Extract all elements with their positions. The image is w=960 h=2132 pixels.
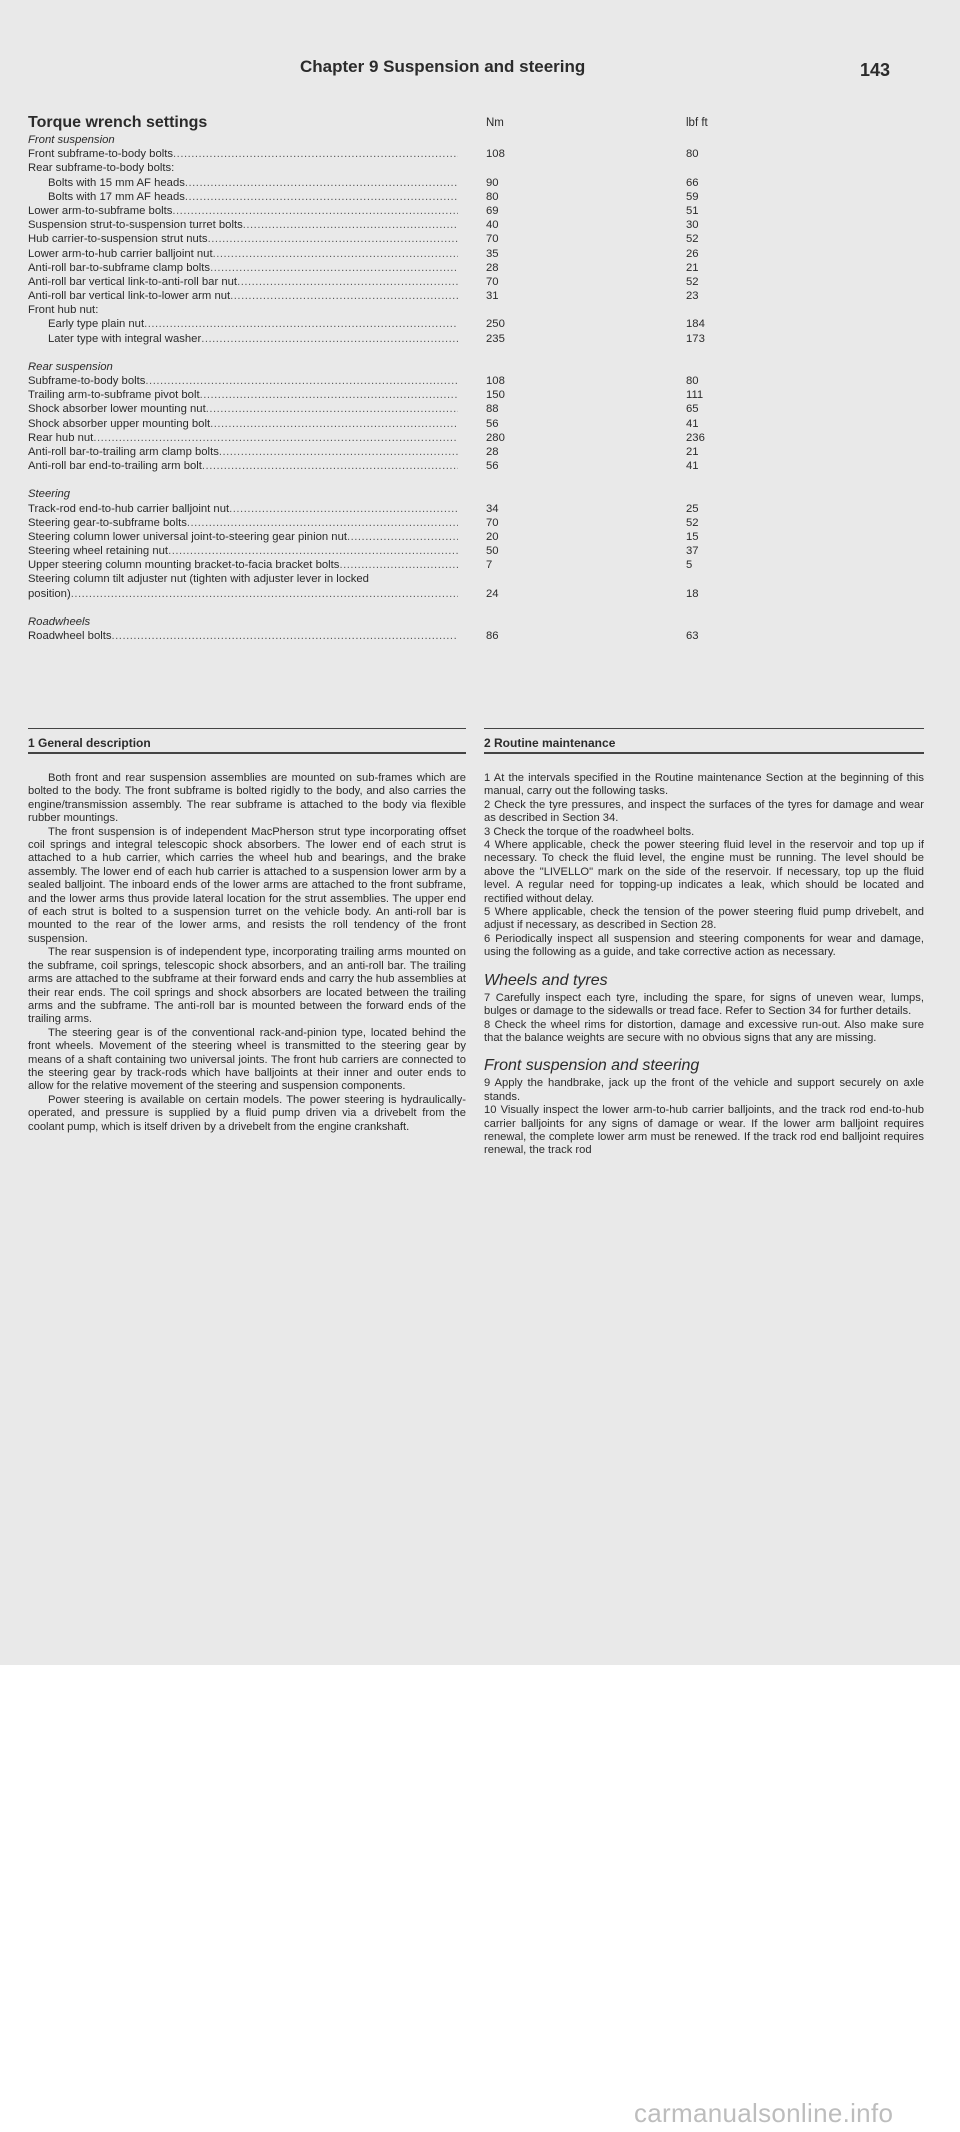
torque-row: [0, 204, 960, 218]
torque-label: Bolts with 15 mm AF heads .....: [48, 176, 458, 190]
torque-group-heading: [0, 615, 960, 629]
torque-value-lbf: 52: [686, 275, 699, 288]
torque-label: Hub carrier-to-suspension strut nuts .....: [28, 232, 458, 246]
torque-label: Steering gear-to-subframe bolts .....: [28, 516, 458, 530]
group-name: Rear suspension: [28, 360, 113, 373]
torque-row: [0, 161, 960, 175]
spacer: [0, 601, 960, 615]
torque-value-nm: 70: [486, 233, 499, 246]
torque-label: Subframe-to-body bolts .....: [28, 374, 458, 388]
torque-value-nm: 35: [486, 247, 499, 260]
torque-label: Lower arm-to-hub carrier balljoint nut .....: [28, 247, 458, 261]
torque-row: [0, 417, 960, 431]
torque-label: position) .....: [28, 587, 458, 601]
torque-label: Shock absorber upper mounting bolt .....: [28, 417, 458, 431]
paragraph: Both front and rear suspension assemblies are mounted on sub-frames which are bolted to the body. The front subframe is bolted rigidly to the body, and also carries the engine/transmission assembly. The rear subframe is attached to the body via flexible rubber mountings.: [28, 772, 466, 825]
torque-value-nm: 69: [486, 204, 499, 217]
torque-value-nm: 250: [486, 318, 505, 331]
torque-value-nm: 40: [486, 219, 499, 232]
section-general-description: [28, 728, 466, 1134]
torque-value-nm: 56: [486, 460, 499, 473]
torque-row: [0, 558, 960, 572]
torque-value-nm: 280: [486, 431, 505, 444]
torque-value-nm: 86: [486, 630, 499, 642]
torque-group-heading: [0, 133, 960, 147]
torque-row: [0, 530, 960, 544]
paragraph: The steering gear is of the conventional rack-and-pinion type, located behind the front wheels. Movement of the steering wheel is transmitted to the steering gear by means of a shaft containing two universal joints. The front hub carriers are connected to the steering gear by track-rods which have balljoints at their inner and outer ends to allow for the relative movement of the steering and suspension components.: [28, 1026, 466, 1093]
torque-row: [0, 402, 960, 416]
torque-value-lbf: 23: [686, 290, 699, 303]
torque-label: Anti-roll bar-to-subframe clamp bolts .....: [28, 261, 458, 275]
torque-row: [0, 176, 960, 190]
section-routine-maintenance: [484, 728, 924, 1158]
torque-label: Upper steering column mounting bracket-to-facia bracket bolts .....: [28, 558, 458, 572]
torque-value-lbf: 184: [686, 318, 705, 331]
torque-label: Front subframe-to-body bolts .....: [28, 147, 458, 161]
torque-label: Anti-roll bar-to-trailing arm clamp bolts .....: [28, 445, 458, 459]
torque-value-nm: 70: [486, 275, 499, 288]
torque-value-lbf: 65: [686, 403, 699, 416]
torque-row: [0, 303, 960, 317]
torque-value-nm: 108: [486, 148, 505, 161]
torque-value-lbf: 52: [686, 233, 699, 246]
torque-row: [0, 502, 960, 516]
paragraph: The rear suspension is of independent type, incorporating trailing arms mounted on the subframe, coil springs, telescopic shock absorbers, and an anti-roll bar. The trailing arms are attached to the subframe at their forward ends and carry the hub assemblies at their rear ends. The coil springs and shock absorbers are located between the trailing arms and the subframe. The anti-roll bar is mounted between the forward ends of the trailing arms.: [28, 946, 466, 1026]
group-name: Steering: [28, 488, 71, 501]
torque-row: [0, 572, 960, 586]
torque-label: Anti-roll bar vertical link-to-anti-roll bar nut .....: [28, 275, 458, 289]
torque-value-nm: 90: [486, 176, 499, 189]
torque-value-nm: 28: [486, 261, 499, 274]
torque-value-nm: 150: [486, 389, 505, 402]
section-heading: 2 Routine maintenance: [484, 736, 616, 750]
torque-value-lbf: 15: [686, 530, 699, 543]
torque-label: Rear hub nut .....: [28, 431, 458, 445]
torque-value-nm: 88: [486, 403, 499, 416]
paragraph: 7 Carefully inspect each tyre, including the spare, for signs of uneven wear, lumps, bulges or damage to the sidewalls or tread face. Refer to Section 34 for further details.: [484, 991, 924, 1018]
torque-row: [0, 629, 960, 643]
torque-row: [0, 147, 960, 161]
torque-value-nm: 70: [486, 516, 499, 529]
torque-row: [0, 459, 960, 473]
torque-value-lbf: 111: [686, 389, 704, 402]
torque-row: [0, 544, 960, 558]
column-header-nm: Nm: [486, 117, 504, 129]
torque-row: [0, 388, 960, 402]
torque-label: Steering column lower universal joint-to-steering gear pinion nut .....: [28, 530, 458, 544]
torque-value-lbf: 41: [686, 417, 699, 430]
paragraph: 8 Check the wheel rims for distortion, damage and excessive run-out. Also make sure that the balance weights are secure with no obvious signs that any are missing.: [484, 1018, 924, 1044]
paragraph: 3 Check the torque of the roadwheel bolts.: [484, 825, 695, 838]
torque-label: Lower arm-to-subframe bolts .....: [28, 204, 458, 218]
column-header-lbf: lbf ft: [686, 117, 708, 129]
torque-label: Roadwheel bolts .....: [28, 629, 458, 643]
torque-value-nm: 28: [486, 445, 499, 458]
torque-label: Steering wheel retaining nut .....: [28, 544, 458, 558]
group-name: Front suspension: [28, 134, 115, 146]
torque-label: Bolts with 17 mm AF heads .....: [48, 190, 458, 204]
torque-label: Steering column tilt adjuster nut (tighten with adjuster lever in locked: [28, 573, 369, 586]
torque-value-lbf: 30: [686, 219, 699, 232]
torque-value-lbf: 26: [686, 247, 699, 260]
torque-value-lbf: 66: [686, 176, 699, 189]
torque-row: [0, 374, 960, 388]
torque-value-nm: 20: [486, 530, 499, 543]
torque-value-nm: 80: [486, 190, 499, 203]
torque-row: [0, 247, 960, 261]
torque-value-lbf: 21: [686, 261, 699, 274]
torque-row: [0, 587, 960, 601]
torque-value-lbf: 41: [686, 460, 699, 473]
torque-label: Anti-roll bar end-to-trailing arm bolt .....: [28, 459, 458, 473]
torque-value-lbf: 173: [686, 332, 705, 345]
divider: [28, 728, 466, 729]
torque-value-nm: 50: [486, 545, 499, 558]
torque-row: [0, 431, 960, 445]
torque-label: Anti-roll bar vertical link-to-lower arm nut .....: [28, 289, 458, 303]
torque-label: Trailing arm-to-subframe pivot bolt .....: [28, 388, 458, 402]
torque-value-nm: 34: [486, 502, 499, 515]
torque-value-nm: 56: [486, 417, 499, 430]
torque-label: Front hub nut:: [28, 304, 99, 317]
torque-value-nm: 24: [486, 587, 499, 600]
paragraph: The front suspension is of independent MacPherson strut type incorporating offset coil springs and integral telescopic shock absorbers. The lower end of each strut is attached to a hub carrier, which carries the wheel hub and bearings, and the brake assembly. The lower end of each hub carrier is attached to a suspension lower arm by a sealed balljoint. The inboard ends of the lower arms are attached to the front subframe, and the lower arms thus provide lateral location for the strut assemblies. The upper end of each strut is bolted to a suspension turret on the vehicle body. An anti-roll bar is mounted to the rear of the lower arms, and resists the roll tendency of the front suspension.: [28, 825, 466, 945]
torque-value-nm: 7: [486, 559, 493, 572]
paragraph: 10 Visually inspect the lower arm-to-hub carrier balljoints, and the track rod end-to-hub carrier balljoints for any signs of damage or wear. If the lower arm balljoint requires renewal, the complete lower arm must be renewed. If the track rod end balljoint requires renewal, the track rod: [484, 1104, 924, 1157]
torque-value-lbf: 21: [686, 445, 699, 458]
paragraph: 2 Check the tyre pressures, and inspect the surfaces of the tyres for damage and wear as described in Section 34.: [484, 798, 924, 825]
paragraph: Power steering is available on certain models. The power steering is hydraulically-operated, and pressure is supplied by a fluid pump driven via a drivebelt from the coolant pump, which is itself driven by a drivebelt from the engine crankshaft.: [28, 1093, 466, 1133]
torque-value-lbf: 37: [686, 545, 699, 558]
spacer: [0, 473, 960, 487]
torque-value-lbf: 18: [686, 587, 699, 600]
paragraph: 5 Where applicable, check the tension of the power steering fluid pump drivebelt, and adjust if necessary, as described in Section 28.: [484, 906, 924, 932]
torque-label: Later type with integral washer .....: [48, 332, 458, 346]
torque-settings-table: [0, 113, 960, 643]
torque-row: [0, 232, 960, 246]
torque-row: [0, 332, 960, 346]
torque-row: [0, 218, 960, 232]
torque-value-lbf: 63: [686, 630, 699, 642]
divider: [484, 728, 924, 729]
torque-row: [0, 516, 960, 530]
torque-value-lbf: 25: [686, 502, 699, 515]
torque-row: [0, 190, 960, 204]
section-heading: 1 General description: [28, 736, 151, 750]
torque-title: Torque wrench settings: [28, 114, 208, 131]
divider: [484, 752, 924, 754]
subheading-wheels-tyres: Wheels and tyres: [484, 971, 608, 989]
torque-title-row: [0, 113, 960, 133]
paragraph: 4 Where applicable, check the power steering fluid level in the reservoir and top up if necessary. To check the fluid level, the engine must be running. The level should be above the "LIVELLO" mark on the side of the reservoir. If necessary, top up the fluid level. A regular need for topping-up indicates a leak, which should be located and rectified without delay.: [484, 839, 924, 905]
torque-label: Track-rod end-to-hub carrier balljoint nut .....: [28, 502, 458, 516]
torque-row: [0, 317, 960, 331]
subheading-front-suspension: Front suspension and steering: [484, 1057, 700, 1075]
page-header: [0, 57, 960, 87]
spacer: [0, 346, 960, 360]
torque-row: [0, 261, 960, 275]
torque-row: [0, 445, 960, 459]
torque-label: Shock absorber lower mounting nut .....: [28, 402, 458, 416]
torque-label: Rear subframe-to-body bolts:: [28, 162, 175, 175]
torque-value-lbf: 51: [686, 204, 699, 217]
divider: [28, 752, 466, 754]
torque-value-lbf: 80: [686, 148, 699, 161]
torque-value-nm: 108: [486, 375, 505, 387]
torque-value-lbf: 5: [686, 559, 693, 572]
torque-value-nm: 31: [486, 290, 499, 303]
torque-label: Early type plain nut .....: [48, 317, 458, 331]
torque-value-lbf: 52: [686, 516, 699, 529]
page-number: 143: [860, 60, 891, 80]
torque-group-heading: [0, 360, 960, 374]
torque-value-nm: 235: [486, 332, 505, 345]
paragraph: 9 Apply the handbrake, jack up the front of the vehicle and support securely on axle stands.: [484, 1077, 924, 1103]
torque-row: [0, 275, 960, 289]
torque-value-lbf: 236: [686, 431, 705, 444]
paragraph: 1 At the intervals specified in the Routine maintenance Section at the beginning of this manual, carry out the following tasks.: [484, 772, 924, 798]
torque-value-lbf: 80: [686, 375, 699, 387]
torque-row: [0, 289, 960, 303]
chapter-title: Chapter 9 Suspension and steering: [300, 57, 586, 76]
torque-value-lbf: 59: [686, 190, 699, 203]
watermark: carmanualsonline.info: [634, 2098, 894, 2128]
group-name: Roadwheels: [28, 615, 91, 628]
torque-label: Suspension strut-to-suspension turret bolts .....: [28, 218, 458, 232]
torque-group-heading: [0, 487, 960, 501]
paragraph: 6 Periodically inspect all suspension and steering components for wear and damage, using the following as a guide, and take corrective action as necessary.: [484, 932, 924, 959]
